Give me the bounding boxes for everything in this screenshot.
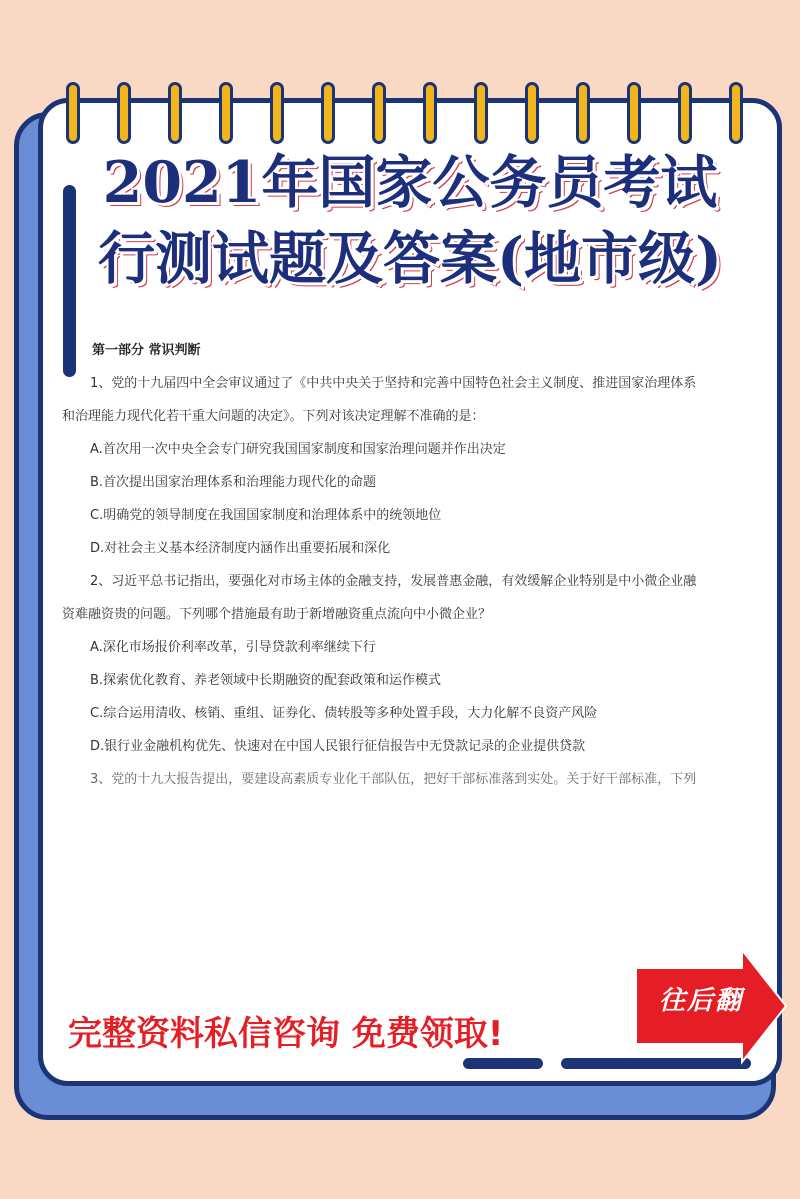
- question-2-option-b: B.探索优化教育、养老领域中长期融资的配套政策和运作模式: [90, 673, 442, 688]
- exam-document: [62, 334, 774, 787]
- page-title: [60, 145, 760, 297]
- binding-ring: [678, 82, 692, 144]
- binding-ring: [474, 82, 488, 144]
- binding-ring: [627, 82, 641, 144]
- binding-ring: [321, 82, 335, 144]
- binding-ring: [525, 82, 539, 144]
- question-2-stem-cont: 资难融资贵的问题。下列哪个措施最有助于新增融资重点流向中小微企业？: [62, 607, 492, 622]
- question-1-stem-cont: 和治理能力现代化若干重大问题的决定》。下列对该决定理解不准确的是：: [62, 409, 485, 424]
- binding-ring: [729, 82, 743, 144]
- binding-ring: [372, 82, 386, 144]
- spiral-binding: [0, 0, 800, 160]
- bottom-decor-bar-left: [463, 1058, 543, 1069]
- question-2-stem: 2、习近平总书记指出，要强化对市场主体的金融支持，发展普惠金融，有效缓解企业特别是中小微企业融: [90, 574, 697, 589]
- question-2-option-c: C.综合运用清收、核销、重组、证券化、债转股等多种处置手段，大力化解不良资产风险: [90, 706, 598, 721]
- binding-ring: [270, 82, 284, 144]
- title-line-2: 行测试题及答案(地市级): [98, 225, 722, 292]
- binding-ring: [219, 82, 233, 144]
- binding-ring: [66, 82, 80, 144]
- binding-ring: [576, 82, 590, 144]
- question-1-option-a: A.首次用一次中央全会专门研究我国国家制度和国家治理问题并作出决定: [90, 442, 506, 457]
- question-1-option-d: D.对社会主义基本经济制度内涵作出重要拓展和深化: [90, 541, 391, 556]
- question-2-option-d: D.银行业金融机构优先、快速对在中国人民银行征信报告中无贷款记录的企业提供贷款: [90, 739, 586, 754]
- title-line-1: 2021年国家公务员考试: [102, 149, 718, 216]
- binding-ring: [423, 82, 437, 144]
- question-1-stem: 1、党的十九届四中全会审议通过了《中共中央关于坚持和完善中国特色社会主义制度、推进国家治理体系: [90, 376, 697, 391]
- question-2-option-a: A.深化市场报价利率改革，引导贷款利率继续下行: [90, 640, 376, 655]
- cta-text: 完整资料私信咨询 免费领取!: [68, 1014, 504, 1054]
- binding-ring: [117, 82, 131, 144]
- binding-ring: [168, 82, 182, 144]
- question-3-stem-partial: 3、党的十九大报告提出，要建设高素质专业化干部队伍，把好干部标准落到实处。关于好干部标准，下列: [90, 772, 697, 787]
- next-page-label[interactable]: 往后翻: [658, 986, 743, 1016]
- question-1-option-c: C.明确党的领导制度在我国国家制度和治理体系中的统领地位: [90, 508, 442, 523]
- section-heading: 第一部分 常识判断: [92, 343, 201, 358]
- question-1-option-b: B.首次提出国家治理体系和治理能力现代化的命题: [90, 475, 377, 490]
